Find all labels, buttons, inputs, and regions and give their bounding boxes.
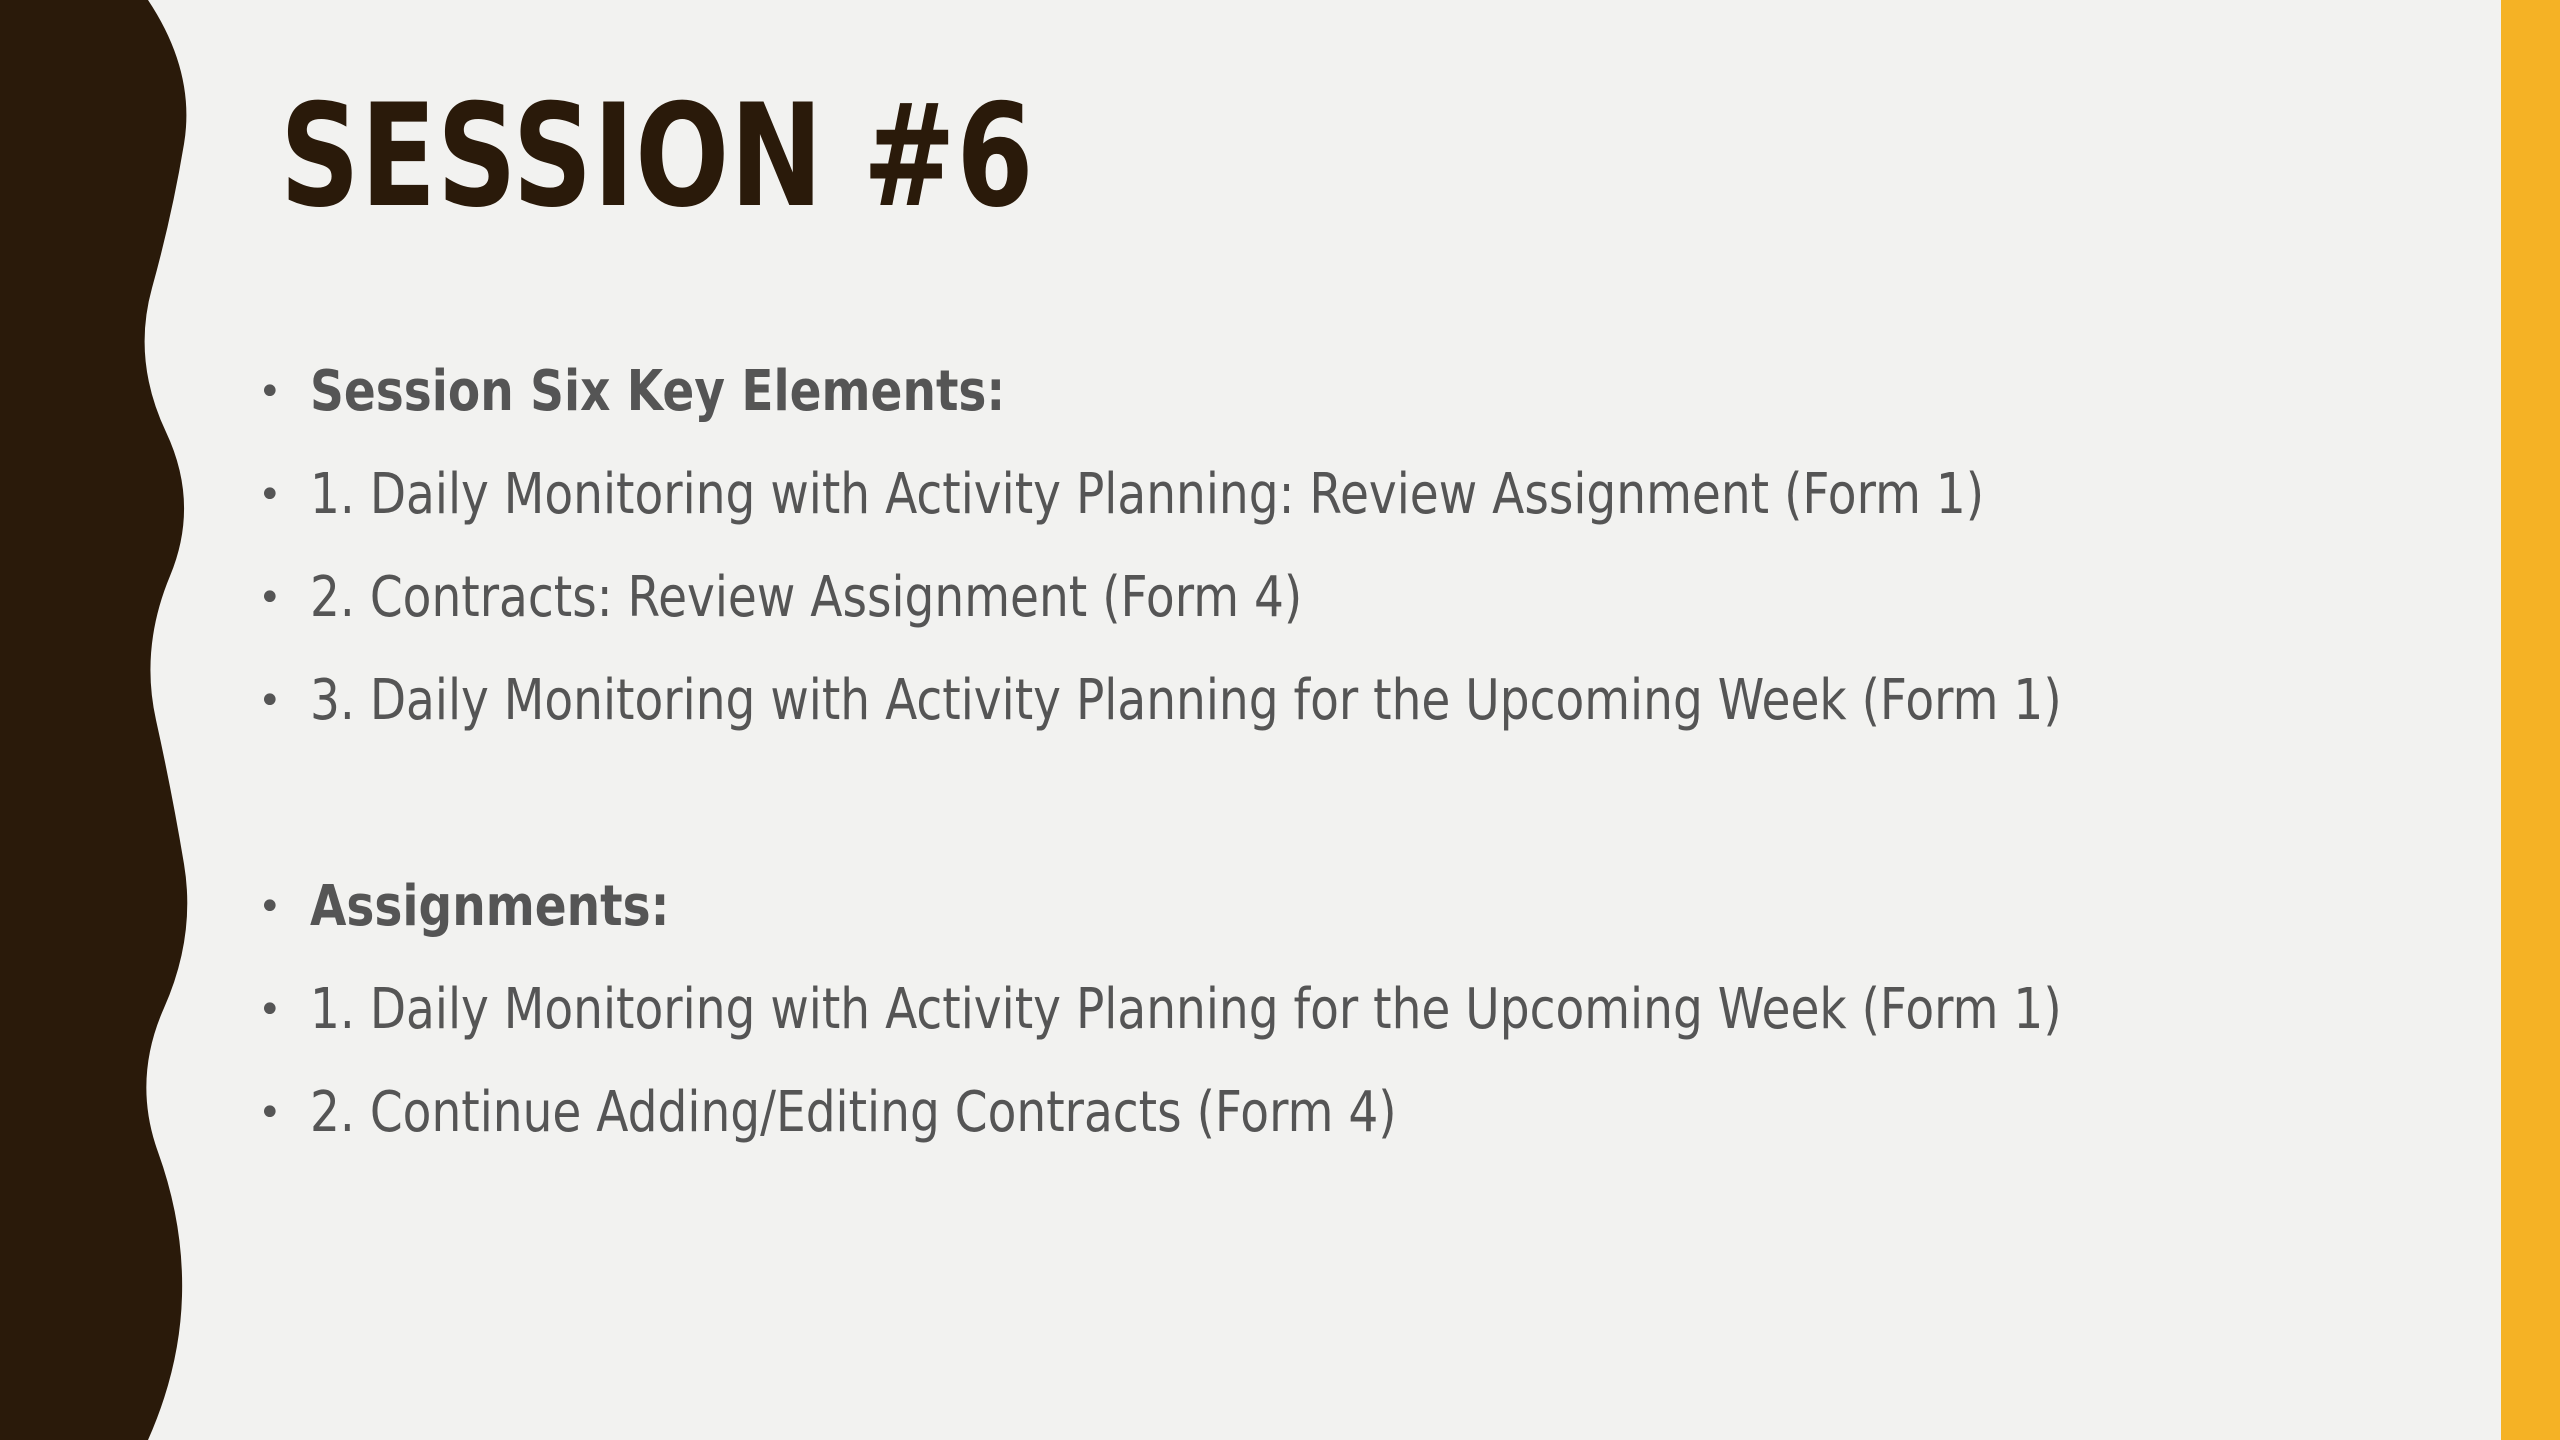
right-accent-band (2501, 0, 2560, 1440)
slide-title: SESSION #6 (280, 74, 1035, 239)
list-item-text: Session Six Key Elements: (310, 359, 1006, 424)
list-item-text: 3. Daily Monitoring with Activity Planning for the Upcoming Week (Form 1) (310, 668, 2062, 733)
list-item (258, 455, 2458, 558)
bullet-icon: • (258, 575, 282, 621)
left-wavy-band (0, 0, 200, 1440)
list-item (258, 1073, 2458, 1176)
bullet-icon: • (258, 678, 282, 724)
list-item-text: 1. Daily Monitoring with Activity Planning: Review Assignment (Form 1) (310, 462, 1985, 527)
list-item (258, 558, 2458, 661)
bullet-icon: • (258, 369, 282, 415)
list-item (258, 661, 2458, 764)
list-item-text: 1. Daily Monitoring with Activity Planning for the Upcoming Week (Form 1) (310, 977, 2062, 1042)
bullet-icon: • (258, 987, 282, 1033)
list-item-assignments-heading (258, 867, 2458, 970)
list-item-text: 2. Contracts: Review Assignment (Form 4) (310, 565, 1303, 630)
bullet-icon: • (258, 472, 282, 518)
bullet-icon: • (258, 884, 282, 930)
list-item-text: 2. Continue Adding/Editing Contracts (Form 4) (310, 1080, 1397, 1145)
list-item-text: Assignments: (310, 874, 670, 939)
bullet-list (258, 352, 2458, 1176)
bullet-icon: • (258, 1090, 282, 1136)
list-item-key-elements-heading (258, 352, 2458, 455)
list-item (258, 970, 2458, 1073)
